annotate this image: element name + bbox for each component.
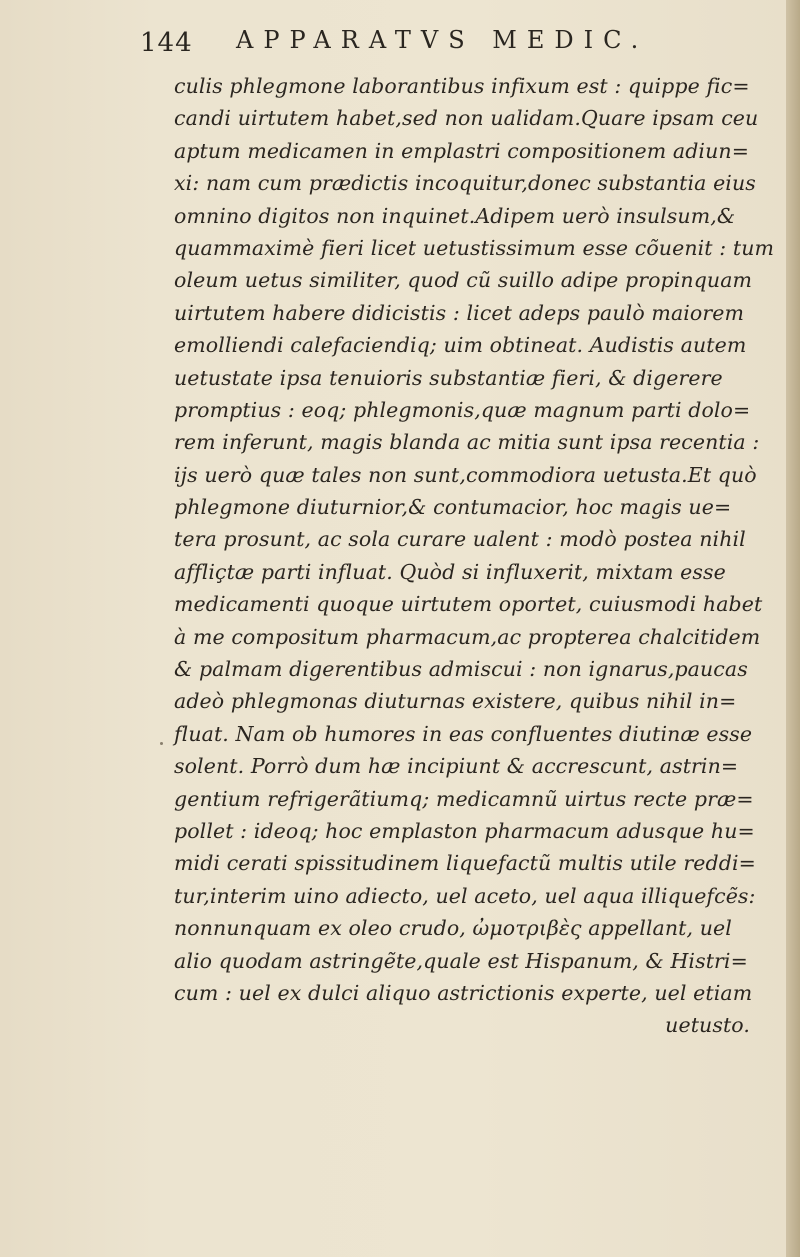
text-line: & palmam digerentibus admiscui : non ignarus,paucas — [174, 657, 748, 682]
text-line: xi: nam cum prædictis incoquitur,donec substantia eius — [174, 171, 756, 196]
page-header — [140, 24, 700, 58]
text-line: ijs uerò quæ tales non sunt,commodiora uetusta.Et quò — [174, 462, 757, 487]
page-number: 144 — [140, 28, 193, 58]
text-line: fluat. Nam ob humores in eas confluentes diutinæ esse — [174, 721, 753, 746]
text-line: oleum uetus similiter, quod cũ suillo adipe propinquam — [174, 268, 753, 293]
text-line: aptum medicamen in emplastri compositionem adiun= — [174, 138, 749, 163]
text-line: cum : uel ex dulci aliquo astrictionis experte, uel etiam — [174, 980, 753, 1005]
text-line: uirtutem habere didicistis : licet adeps paulò maiorem — [174, 300, 745, 325]
text-line: midi cerati spissitudinem liquefactũ multis utile reddi= — [174, 851, 756, 876]
text-line-last: uetusto. — [665, 1013, 750, 1038]
running-head: APPARATVS MEDIC. — [236, 26, 649, 54]
text-line: tera prosunt, ac sola curare ualent : modò postea nihil — [174, 527, 746, 552]
text-line: uetustate ipsa tenuioris substantiæ fieri, & digerere — [174, 365, 723, 390]
text-line: medicamenti quoque uirtutem oportet, cuiusmodi habet — [174, 592, 763, 617]
text-line: rem inferunt, magis blanda ac mitia sunt ipsa recentia : — [174, 430, 760, 455]
margin-dot — [160, 742, 163, 745]
text-line: omnino digitos non inquinet.Adipem uerò insulsum,& — [174, 203, 736, 228]
body-text — [174, 70, 774, 1042]
text-line: gentium refrigerãtiumq; medicamnũ uirtus recte præ= — [174, 786, 754, 811]
text-line: à me compositum pharmacum,ac propterea chalcitidem — [174, 624, 761, 649]
text-line: emolliendi calefaciendiq; uim obtineat. Audistis autem — [174, 333, 747, 358]
page-edge — [786, 0, 800, 1257]
text-line: phlegmone diuturnior,& contumacior, hoc magis ue= — [174, 495, 732, 520]
text-line: candi uirtutem habet,sed non ualidam.Quare ipsam ceu — [174, 106, 759, 131]
text-line: quammaximè fieri licet uetustissimum esse cõuenit : tum — [174, 235, 775, 260]
text-line: promptius : eoq; phlegmonis,quæ magnum parti dolo= — [174, 397, 751, 422]
text-line: adeò phlegmonas diuturnas existere, quibus nihil in= — [174, 689, 737, 714]
text-line: affliçtæ parti influat. Quòd si influxerit, mixtam esse — [174, 559, 726, 584]
text-line: nonnunquam ex oleo crudo, ὠμοτριβὲς appellant, uel — [174, 916, 732, 941]
text-line: culis phlegmone laborantibus infixum est : quippe fic= — [174, 74, 750, 98]
text-line: pollet : ideoq; hoc emplaston pharmacum adusque hu= — [174, 818, 755, 843]
text-line: tur,interim uino adiecto, uel aceto, uel aqua illiquefcẽs: — [174, 883, 756, 908]
text-line: alio quodam astringẽte,quale est Hispanum, & Histri= — [174, 948, 748, 973]
text-line: solent. Porrò dum hæ incipiunt & accrescunt, astrin= — [174, 754, 739, 779]
